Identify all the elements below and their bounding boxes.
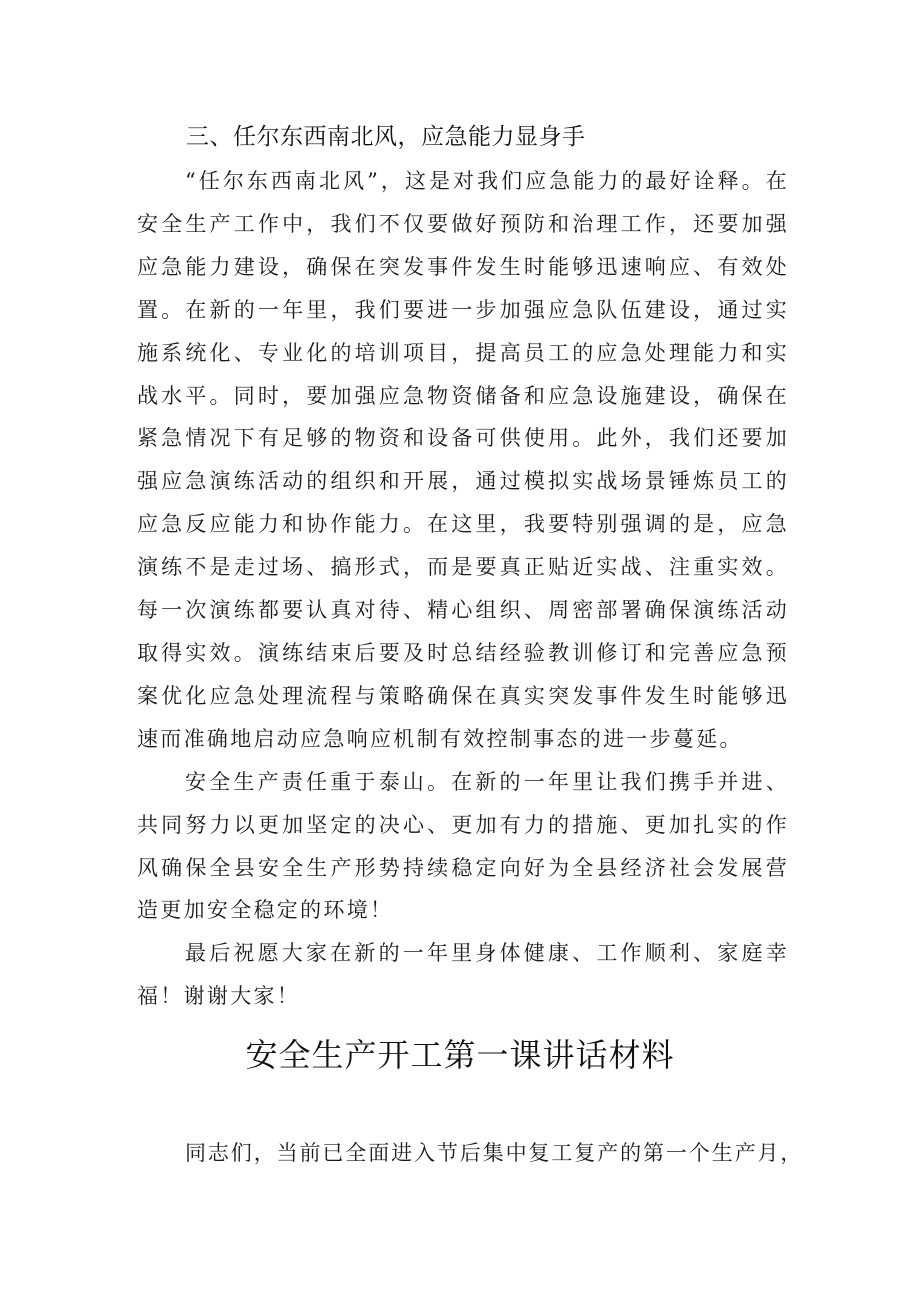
paragraph-closing-wishes: 最后祝愿大家在新的一年里身体健康、工作顺利、家庭幸福！谢谢大家！ (137, 941, 789, 1009)
section-heading: 三、任尔东西南北风，应急能力显身手 (186, 124, 586, 150)
document-body (137, 1132, 804, 1175)
paragraph-responsibility: 安全生产责任重于泰山。在新的一年里让我们携手并进、共同努力以更加坚定的决心、更加有力的措施、更加扎实的作风确保全县安全生产形势持续稳定向好为全县经济社会发展营造更加安全稳定的环境！ (137, 769, 789, 923)
paragraph-emergency-capability: “任尔东西南北风”，这是对我们应急能力的最好诠释。在安全生产工作中，我们不仅要做好预防和治理工作，还要加强应急能力建设，确保在突发事件发生时能够迅速响应、有效处置。在新的一年里，我们要进一步加强应急队伍建设，通过实施系统化、专业化的培训项目，提高员工的应急处理能力和实战水平。同时，要加强应急物资储备和应急设施建设，确保在紧急情况下有足够的物资和设备可供使用。此外，我们还要加强应急演练活动的组织和开展，通过模拟实战场景锤炼员工的应急反应能力和协作能力。在这里，我要特别强调的是，应急演练不是走过场、搞形式，而是要真正贴近实战、注重实效。每一次演练都要认真对待、精心组织、周密部署确保演练活动取得实效。演练结束后要及时总结经验教训修订和完善应急预案优化应急处理流程与策略确保在真实突发事件发生时能够迅速而准确地启动应急响应机制有效控制事态的进一步蔓延。 (137, 169, 789, 751)
section-body (137, 160, 789, 1018)
document-title: 安全生产开工第一课讲话材料 (245, 1036, 675, 1074)
paragraph-opening: 同志们，当前已全面进入节后集中复工复产的第一个生产月， (185, 1141, 804, 1165)
